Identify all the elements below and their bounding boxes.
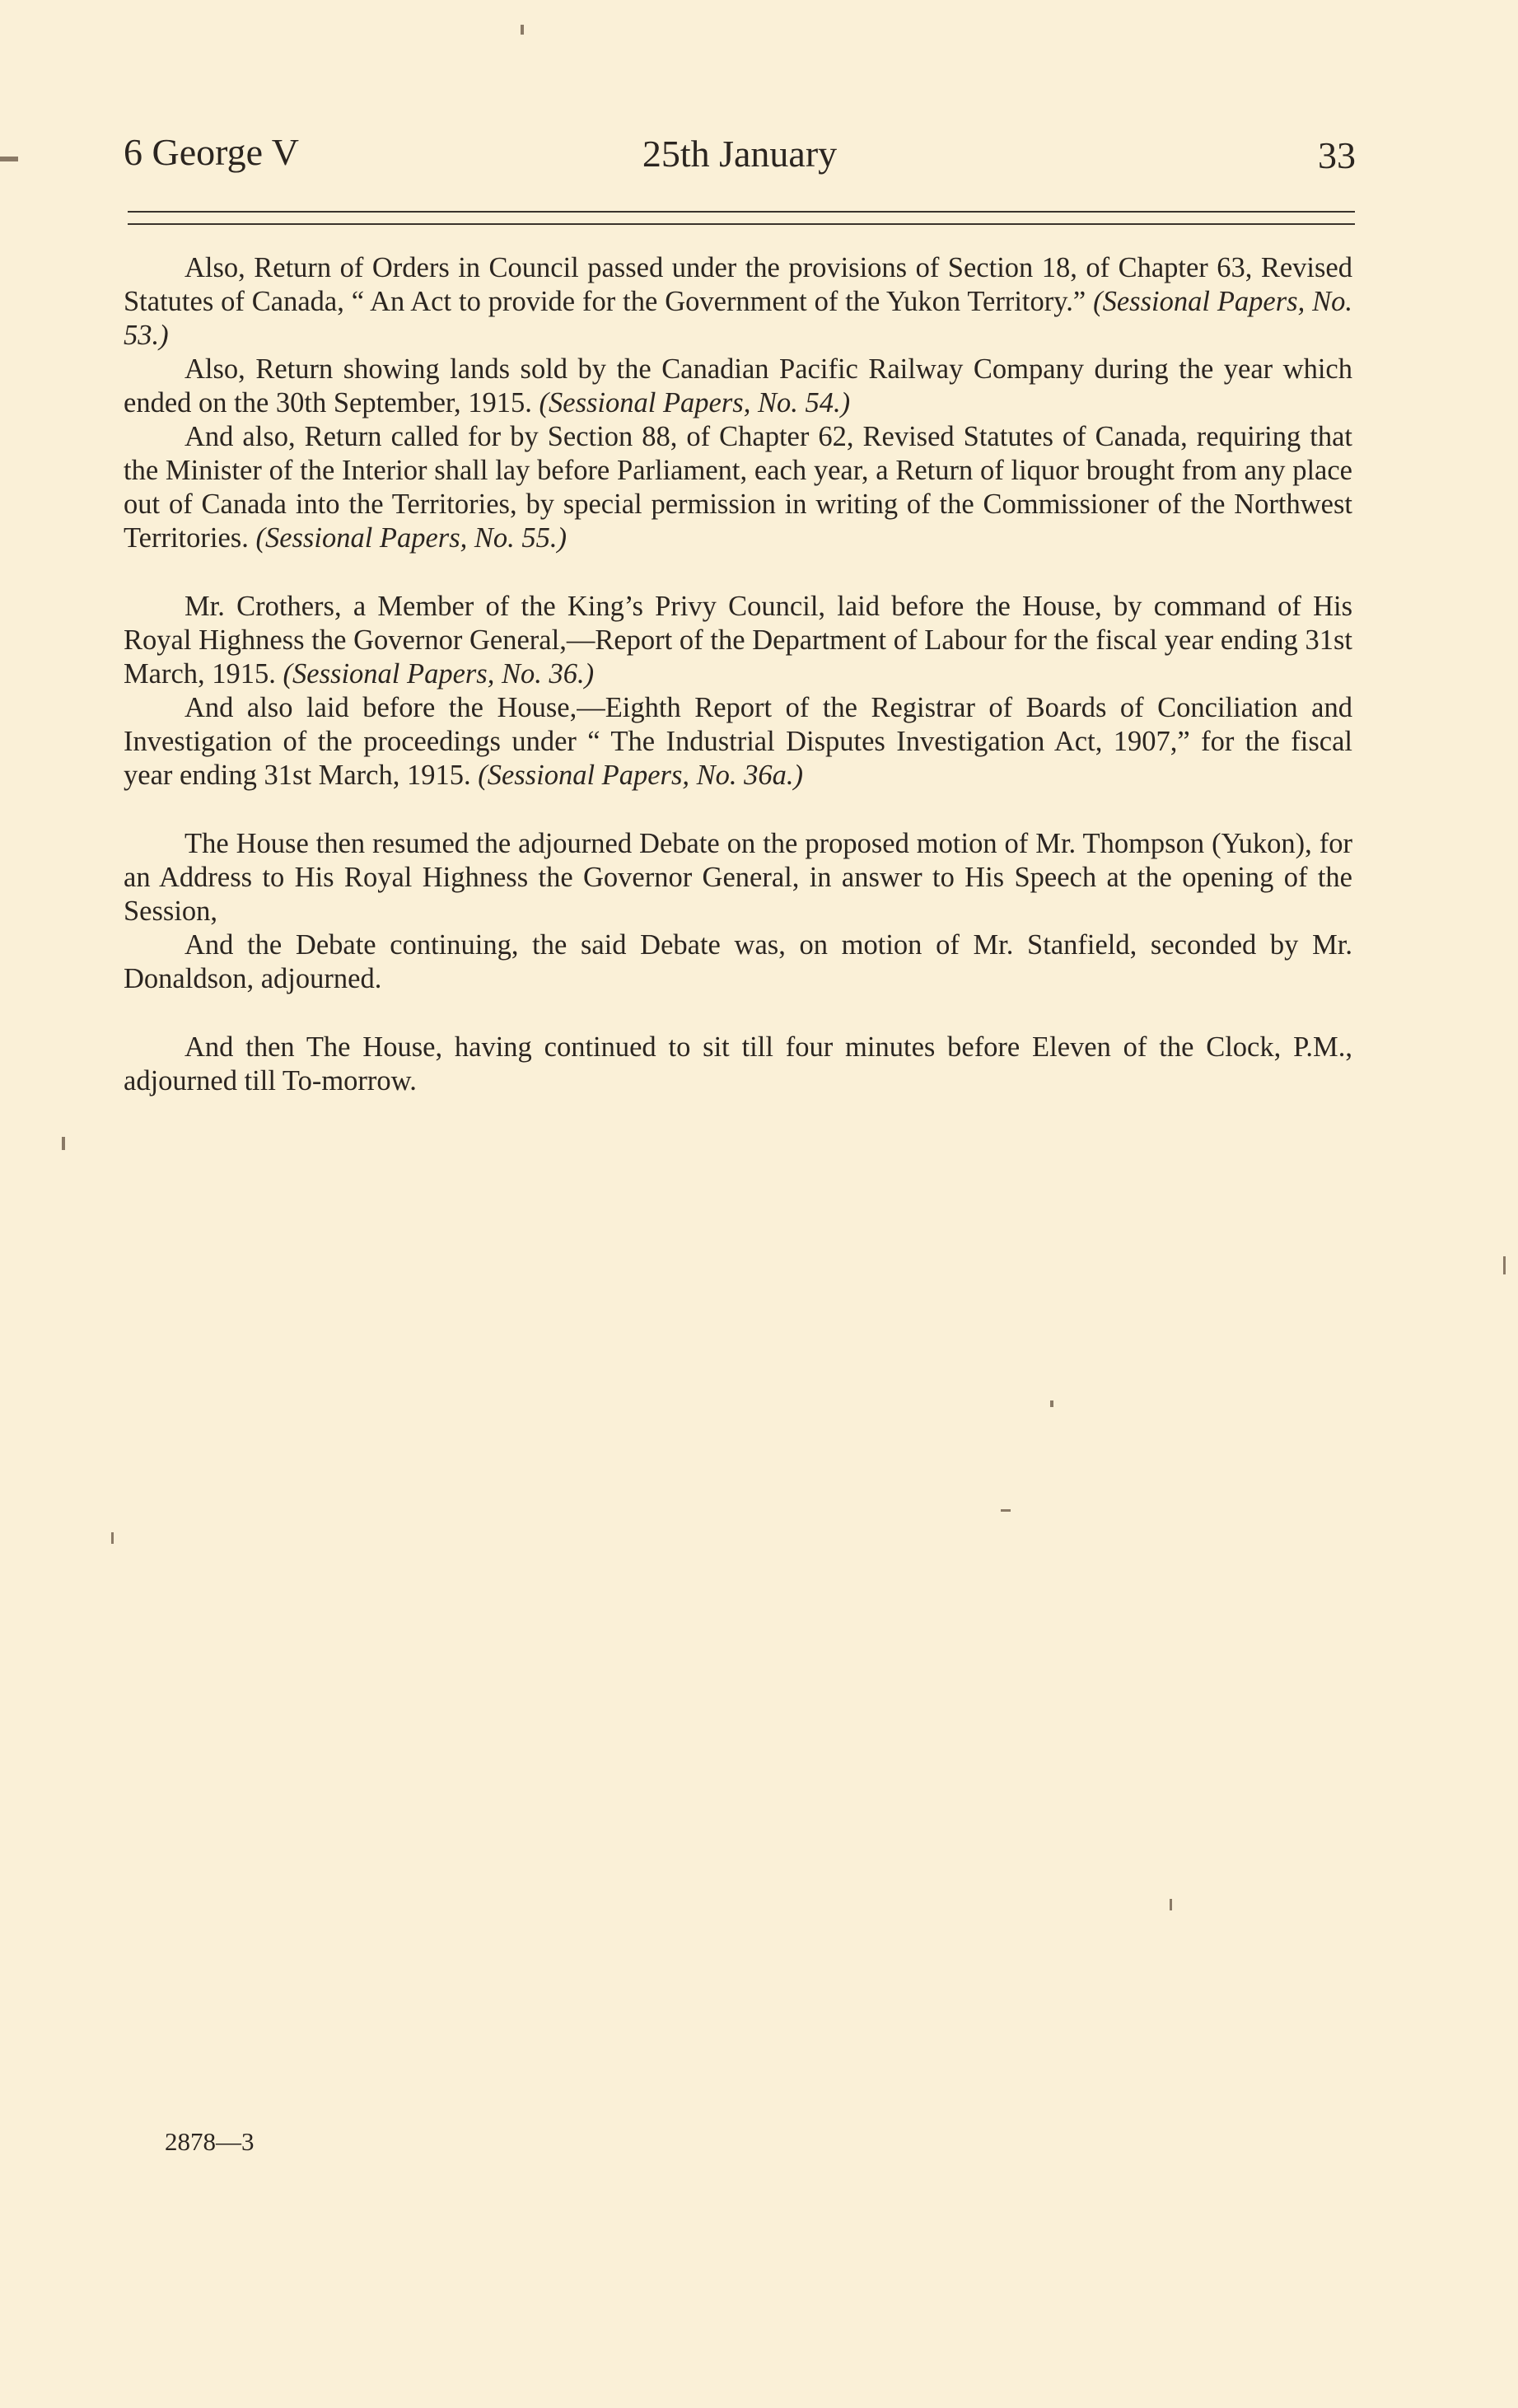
entry-block — [124, 590, 1352, 793]
paragraph-text: Also, Return of Orders in Council passed under the provisions of Section 18, of Chapter 63, Revised Statutes of Canada, “ An Act to provide for the Government of the Yukon Territory.” — [124, 252, 1352, 317]
page-date: 25th January — [642, 133, 838, 175]
paragraph-text: And also, Return called for by Section 88, of Chapter 62, Revised Statutes of Canada, requiring that the Minister of the Interior shall lay before Parliament, each year, a Return of liquor brought from any place out of Canada into the Territories, by special permission in writing of the Commissioner of the Northwest Territories. — [124, 421, 1352, 554]
sessional-paper-ref: (Sessional Papers, No. 36.) — [283, 658, 595, 690]
paragraph — [124, 420, 1352, 555]
paragraph-text: Also, Return showing lands sold by the Canadian Pacific Railway Company during the year which ended on the 30th September, 1915. — [124, 353, 1352, 418]
sessional-paper-ref: (Sessional Papers, No. 53.) — [124, 286, 1352, 351]
paragraph — [124, 251, 1352, 353]
paragraph-text: And then The House, having continued to sit till four minutes before Eleven of the Clock, P.M., adjourned till To-morrow. — [124, 1031, 1352, 1096]
journal-body — [124, 251, 1352, 1133]
paper-speck — [0, 157, 18, 161]
paragraph — [124, 827, 1352, 928]
paper-speck — [1503, 1256, 1506, 1274]
paper-speck — [1170, 1899, 1172, 1910]
header-rule-bottom — [128, 223, 1355, 225]
paper-speck — [62, 1137, 65, 1150]
paper-speck — [521, 25, 524, 35]
paragraph — [124, 691, 1352, 793]
entry-block — [124, 827, 1352, 996]
paper-speck — [1050, 1400, 1053, 1407]
paragraph-text: And the Debate continuing, the said Debate was, on motion of Mr. Stanfield, seconded by Mr. Donaldson, adjourned. — [124, 929, 1352, 994]
regnal-year: 6 George V — [124, 131, 299, 173]
paragraph — [124, 353, 1352, 420]
entry-block — [124, 251, 1352, 555]
sessional-paper-ref: (Sessional Papers, No. 55.) — [255, 522, 567, 554]
paragraph-text: The House then resumed the adjourned Debate on the proposed motion of Mr. Thompson (Yukon), for an Address to His Royal Highness the Governor General, in answer to His Speech at the opening of the Session, — [124, 828, 1352, 927]
page-number: 33 — [1318, 134, 1356, 176]
signature-mark: 2878—3 — [165, 2127, 255, 2156]
entry-block — [124, 1031, 1352, 1098]
sessional-paper-ref: (Sessional Papers, No. 54.) — [539, 387, 851, 418]
paragraph-text: And also laid before the House,—Eighth Report of the Registrar of Boards of Conciliation and Investigation of the proceedings under “ The Industrial Disputes Investigation Act, 1907,” for the fiscal year ending 31st March, 1915. — [124, 692, 1352, 791]
paragraph — [124, 928, 1352, 996]
paper-speck — [111, 1532, 114, 1544]
sessional-paper-ref: (Sessional Papers, No. 36a.) — [478, 760, 804, 791]
header-rule-top — [128, 211, 1355, 213]
page-header — [124, 124, 1356, 181]
paragraph — [124, 590, 1352, 691]
paragraph-text: Mr. Crothers, a Member of the King’s Privy Council, laid before the House, by command of His Royal Highness the Governor General,—Report of the Department of Labour for the fiscal year ending 31st March, 1915. — [124, 591, 1352, 690]
paragraph — [124, 1031, 1352, 1098]
paper-speck — [1001, 1509, 1011, 1512]
